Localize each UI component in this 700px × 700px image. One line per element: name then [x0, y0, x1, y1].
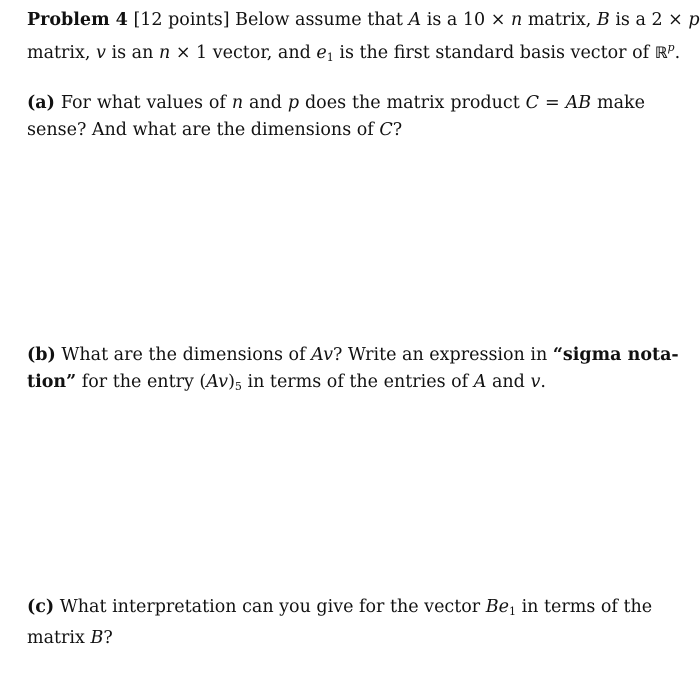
problem-text: . — [674, 43, 681, 63]
part-b-line-1 — [27, 342, 679, 369]
part-c — [27, 594, 653, 652]
var-C: C — [379, 120, 393, 140]
var-B: B — [90, 628, 104, 648]
part-b-text: in terms of the entries of — [247, 372, 469, 392]
equals-sign: = — [544, 93, 560, 113]
subscript-1: 1 — [508, 605, 516, 618]
part-b-text: ) — [228, 372, 235, 392]
part-c-label: (c) — [27, 597, 55, 617]
var-n: n — [231, 93, 244, 113]
var-e1 — [316, 43, 333, 63]
part-b-text: ? Write an expression in — [332, 345, 548, 365]
var-n: n — [510, 10, 523, 30]
part-a-text: sense? And what are the dimensions of — [27, 120, 374, 140]
var-p: p — [287, 93, 300, 113]
part-c-text: in terms of the — [521, 597, 653, 617]
part-a-label: (a) — [27, 93, 55, 113]
sigma-notation-term: “sigma nota- — [552, 345, 679, 365]
part-a — [27, 90, 645, 144]
problem-text: is the first standard basis vector of — [339, 43, 650, 63]
var-C: C — [525, 93, 540, 113]
var-v: v — [96, 43, 106, 63]
part-b-text: . — [540, 372, 546, 392]
var-Av: Av — [206, 372, 229, 392]
problem-statement — [27, 7, 700, 71]
problem-points: [12 points] — [133, 10, 230, 30]
var-Be1 — [486, 597, 516, 617]
problem-text: is an — [111, 43, 154, 63]
part-b-text: and — [491, 372, 525, 392]
part-c-line-2 — [27, 625, 645, 652]
problem-line-1 — [27, 7, 700, 34]
var-B: B — [596, 10, 610, 30]
problem-text: Below assume that — [235, 10, 403, 30]
part-c-text: matrix — [27, 628, 85, 648]
real-numbers-symbol: ℝ — [654, 43, 668, 62]
var-A: A — [408, 10, 422, 30]
var-B: B — [485, 597, 499, 617]
part-a-text: does the matrix product — [304, 93, 520, 113]
part-b-text: for the entry ( — [81, 372, 207, 392]
var-v: v — [530, 372, 541, 392]
var-p: p — [688, 10, 700, 30]
var-AB: AB — [565, 93, 592, 113]
part-b — [27, 342, 679, 400]
var-e: e — [316, 43, 327, 63]
problem-text: matrix, — [27, 43, 91, 63]
part-a-text: and — [249, 93, 282, 113]
part-a-text: For what values of — [60, 93, 226, 113]
problem-text: is a 10 × — [426, 10, 511, 30]
part-b-label: (b) — [27, 345, 56, 365]
sigma-notation-term: tion” — [27, 372, 77, 392]
var-A: A — [473, 372, 487, 392]
part-a-text: make — [597, 93, 645, 113]
problem-text: matrix, — [522, 10, 592, 30]
var-e: e — [498, 597, 509, 617]
problem-text: × 1 vector, and — [175, 43, 311, 63]
part-a-line-2 — [27, 117, 645, 144]
var-n: n — [158, 43, 171, 63]
problem-text: is a 2 × — [615, 10, 689, 30]
part-c-text: ? — [103, 628, 113, 648]
subscript-5: 5 — [234, 380, 242, 393]
problem-title: Problem 4 — [27, 10, 128, 30]
part-c-line-1 — [27, 594, 653, 625]
superscript-p: p — [667, 41, 675, 54]
problem-line-2 — [27, 34, 681, 71]
part-c-text: What interpretation can you give for the vector — [59, 597, 481, 617]
part-a-line-1 — [27, 90, 645, 117]
subscript-1: 1 — [326, 51, 334, 64]
part-b-text: What are the dimensions of — [61, 345, 306, 365]
part-a-text: ? — [392, 120, 403, 140]
var-Av: Av — [311, 345, 333, 365]
part-b-line-2 — [27, 369, 645, 400]
